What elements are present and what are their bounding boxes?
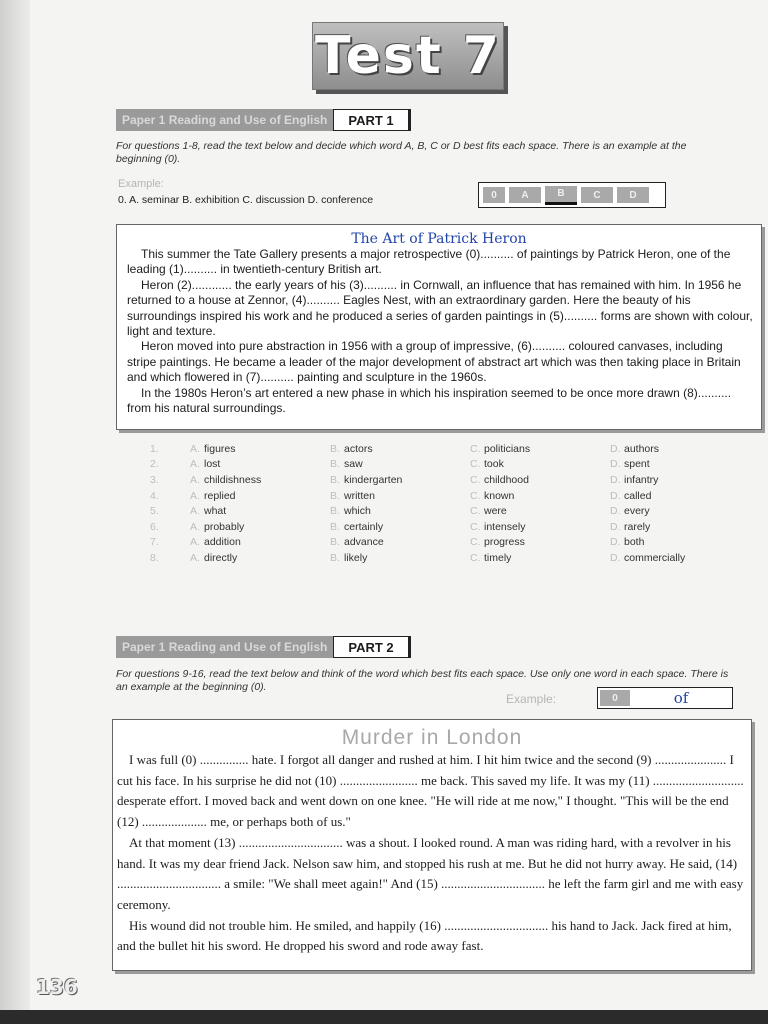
question-number: 5. xyxy=(150,505,159,518)
option-b xyxy=(330,521,470,533)
question-number: 3. xyxy=(150,473,159,486)
option-d xyxy=(610,552,750,564)
option-letter: B. xyxy=(330,489,340,502)
option-c xyxy=(470,505,610,517)
option-row xyxy=(150,519,750,535)
option-d xyxy=(610,458,750,470)
part1-passage xyxy=(117,247,761,416)
option-letter: C. xyxy=(470,536,481,549)
option-text: authors xyxy=(624,442,660,455)
option-row xyxy=(150,441,750,457)
option-b xyxy=(330,505,470,517)
option-a xyxy=(190,490,330,502)
option-b xyxy=(330,474,470,486)
option-letter: C. xyxy=(470,505,481,518)
option-letter: A. xyxy=(190,505,200,518)
option-text: commercially xyxy=(624,551,686,564)
part1-instructions: For questions 1-8, read the text below and decide which word A, B, C or D best fits each space. There is an example at the beginning (0). xyxy=(116,140,687,165)
option-text: rarely xyxy=(624,520,651,533)
option-text: childishness xyxy=(204,473,262,486)
option-c xyxy=(470,521,610,533)
answer-cell-selected: B xyxy=(545,186,577,205)
option-text: certainly xyxy=(344,520,384,533)
option-text: figures xyxy=(204,442,236,455)
option-d xyxy=(610,443,750,455)
part2-passage xyxy=(113,750,751,957)
option-a xyxy=(190,474,330,486)
options-grid xyxy=(150,441,750,566)
question-number: 6. xyxy=(150,520,159,533)
option-text: which xyxy=(344,505,371,518)
option-letter: B. xyxy=(330,536,340,549)
option-letter: D. xyxy=(610,458,621,471)
option-c xyxy=(470,552,610,564)
option-text: probably xyxy=(204,520,245,533)
paragraph: At that moment (13) ................................ was a shout. I looked round. A man was riding hard, with a revolver in his hand. It was my dear friend Jack. Nelson saw him, and stopped his rush at me. But he did not hurry away. He said, (14) ................................ a smile: "We shall meet again!" And (15) ................................ he left the farm girl and me with easy ceremony. xyxy=(117,834,744,912)
part2-passage-box xyxy=(112,719,752,971)
option-a xyxy=(190,552,330,564)
option-letter: B. xyxy=(330,520,340,533)
option-text: known xyxy=(484,489,515,502)
page-binding-shadow xyxy=(0,0,30,1024)
option-letter: A. xyxy=(190,473,200,486)
example-answer-box xyxy=(478,182,666,208)
option-letter: C. xyxy=(470,489,481,502)
passage-title: The Art of Patrick Heron xyxy=(351,231,527,247)
option-letter: B. xyxy=(330,458,340,471)
option-row xyxy=(150,472,750,488)
option-letter: D. xyxy=(610,473,621,486)
option-a xyxy=(190,521,330,533)
option-text: timely xyxy=(484,551,512,564)
option-text: took xyxy=(484,458,504,471)
option-text: what xyxy=(204,505,227,518)
option-text: progress xyxy=(484,536,525,549)
option-text: both xyxy=(624,536,645,549)
option-letter: D. xyxy=(610,520,621,533)
example-label: Example: xyxy=(118,178,164,190)
option-c xyxy=(470,458,610,470)
option-row xyxy=(150,488,750,504)
option-letter: B. xyxy=(330,442,340,455)
paragraph: Heron (2)............ the early years of his (3).......... in Cornwall, an influence that has remained with him. In 1956 he returned to a house at Zennor, (4).......... Eagles Nest, with an extraordinary garden. Here the beauty of his surroundings inspired his work and he produced a series of garden paintings in (5).......... forms are shown with colour, light and texture. xyxy=(127,277,753,339)
option-c xyxy=(470,490,610,502)
option-b xyxy=(330,490,470,502)
option-b xyxy=(330,536,470,548)
paragraph: In the 1980s Heron’s art entered a new phase in which his inspiration seemed to be once more drawn (8).......... from his natural surroundings. xyxy=(127,385,732,416)
option-text: directly xyxy=(204,551,238,564)
option-a xyxy=(190,505,330,517)
option-text: addition xyxy=(204,536,241,549)
paper-tag: Paper 1 Reading and Use of English xyxy=(116,636,333,658)
question-number: 2. xyxy=(150,458,159,471)
option-letter: B. xyxy=(330,473,340,486)
answer-cell: 0 xyxy=(483,187,505,203)
option-row xyxy=(150,457,750,473)
option-letter: C. xyxy=(470,473,481,486)
option-b xyxy=(330,552,470,564)
option-text: lost xyxy=(204,458,221,471)
option-d xyxy=(610,536,750,548)
option-d xyxy=(610,490,750,502)
option-letter: D. xyxy=(610,536,621,549)
page-number: 136 xyxy=(36,975,78,999)
option-text: spent xyxy=(624,458,650,471)
option-text: infantry xyxy=(624,473,659,486)
option-letter: B. xyxy=(330,551,340,564)
option-row xyxy=(150,535,750,551)
option-letter: B. xyxy=(330,505,340,518)
option-letter: A. xyxy=(190,458,200,471)
option-letter: A. xyxy=(190,489,200,502)
part2-instructions: For questions 9-16, read the text below and think of the word which best fits each space. Use only one word in each space. There is an example at the beginning (0). xyxy=(116,668,729,693)
option-letter: C. xyxy=(470,551,481,564)
question-number: 4. xyxy=(150,489,159,502)
bottom-edge xyxy=(0,1010,768,1024)
paragraph: This summer the Tate Gallery presents a major retrospective (0).......... of paintings by Patrick Heron, one of the leading (1).......... in twentieth-century British art. xyxy=(127,247,731,277)
paragraph: Heron moved into pure abstraction in 1956 with a group of impressive, (6).......... coloured canvases, including stripe paintings. He became a leader of the major development of abstract art which was then taking place in Britain and which flowered in (7).......... painting and sculpture in the 1960s. xyxy=(127,339,741,385)
option-text: were xyxy=(484,505,507,518)
option-letter: A. xyxy=(190,442,200,455)
option-d xyxy=(610,521,750,533)
test-title: Test 7 xyxy=(312,22,504,90)
option-letter: A. xyxy=(190,536,200,549)
part2-header xyxy=(116,636,411,658)
question-number: 7. xyxy=(150,536,159,549)
option-letter: A. xyxy=(190,551,200,564)
option-a xyxy=(190,458,330,470)
part-label: PART 2 xyxy=(333,636,410,658)
option-text: saw xyxy=(344,458,363,471)
option-row xyxy=(150,550,750,566)
option-letter: D. xyxy=(610,551,621,564)
answer-cell: A xyxy=(509,187,541,203)
option-text: replied xyxy=(204,489,236,502)
option-letter: C. xyxy=(470,520,481,533)
option-text: politicians xyxy=(484,442,531,455)
paragraph: I was full (0) ............... hate. I forgot all danger and rushed at him. I hit him twice and the second (9) ...................... I cut his face. In his surprise he did not (10) ........................ me back. This saved my life. It was my (11) ............................ desperate effort. I moved back and went down on one knee. "He will ride at me now," I thought. "This will be the end (12) .................... me, or perhaps both of us." xyxy=(117,752,744,830)
option-b xyxy=(330,458,470,470)
option-d xyxy=(610,474,750,486)
option-text: every xyxy=(624,505,650,518)
option-text: actors xyxy=(344,442,373,455)
example-label: Example: xyxy=(506,692,557,706)
option-a xyxy=(190,443,330,455)
part-label: PART 1 xyxy=(333,109,410,131)
option-text: likely xyxy=(344,551,368,564)
part2-example-answer-box xyxy=(597,687,733,709)
question-number: 8. xyxy=(150,551,159,564)
answer-cell: C xyxy=(581,187,613,203)
option-text: childhood xyxy=(484,473,529,486)
option-b xyxy=(330,443,470,455)
option-letter: D. xyxy=(610,505,621,518)
part1-passage-box xyxy=(116,224,762,430)
option-d xyxy=(610,505,750,517)
example-answer-handwritten: of xyxy=(673,689,689,707)
option-text: called xyxy=(624,489,652,502)
answer-cell: D xyxy=(617,187,649,203)
option-letter: D. xyxy=(610,489,621,502)
paper-tag: Paper 1 Reading and Use of English xyxy=(116,109,333,131)
passage-title: Murder in London xyxy=(341,726,523,749)
option-text: advance xyxy=(344,536,384,549)
question-number: 1. xyxy=(150,442,159,455)
example-line: 0. A. seminar B. exhibition C. discussion D. conference xyxy=(118,194,374,206)
option-text: intensely xyxy=(484,520,526,533)
option-c xyxy=(470,536,610,548)
option-text: written xyxy=(344,489,375,502)
option-letter: C. xyxy=(470,458,481,471)
option-letter: C. xyxy=(470,442,481,455)
option-letter: A. xyxy=(190,520,200,533)
part1-header xyxy=(116,109,411,131)
option-text: kindergarten xyxy=(344,473,403,486)
option-c xyxy=(470,474,610,486)
option-letter: D. xyxy=(610,442,621,455)
answer-cell: 0 xyxy=(600,690,630,706)
option-a xyxy=(190,536,330,548)
option-c xyxy=(470,443,610,455)
paragraph: His wound did not trouble him. He smiled, and happily (16) ................................ his hand to Jack. Jack fired at him, and the bullet hit his sword. He dropped his sword and rode away fast. xyxy=(117,917,732,954)
option-row xyxy=(150,503,750,519)
